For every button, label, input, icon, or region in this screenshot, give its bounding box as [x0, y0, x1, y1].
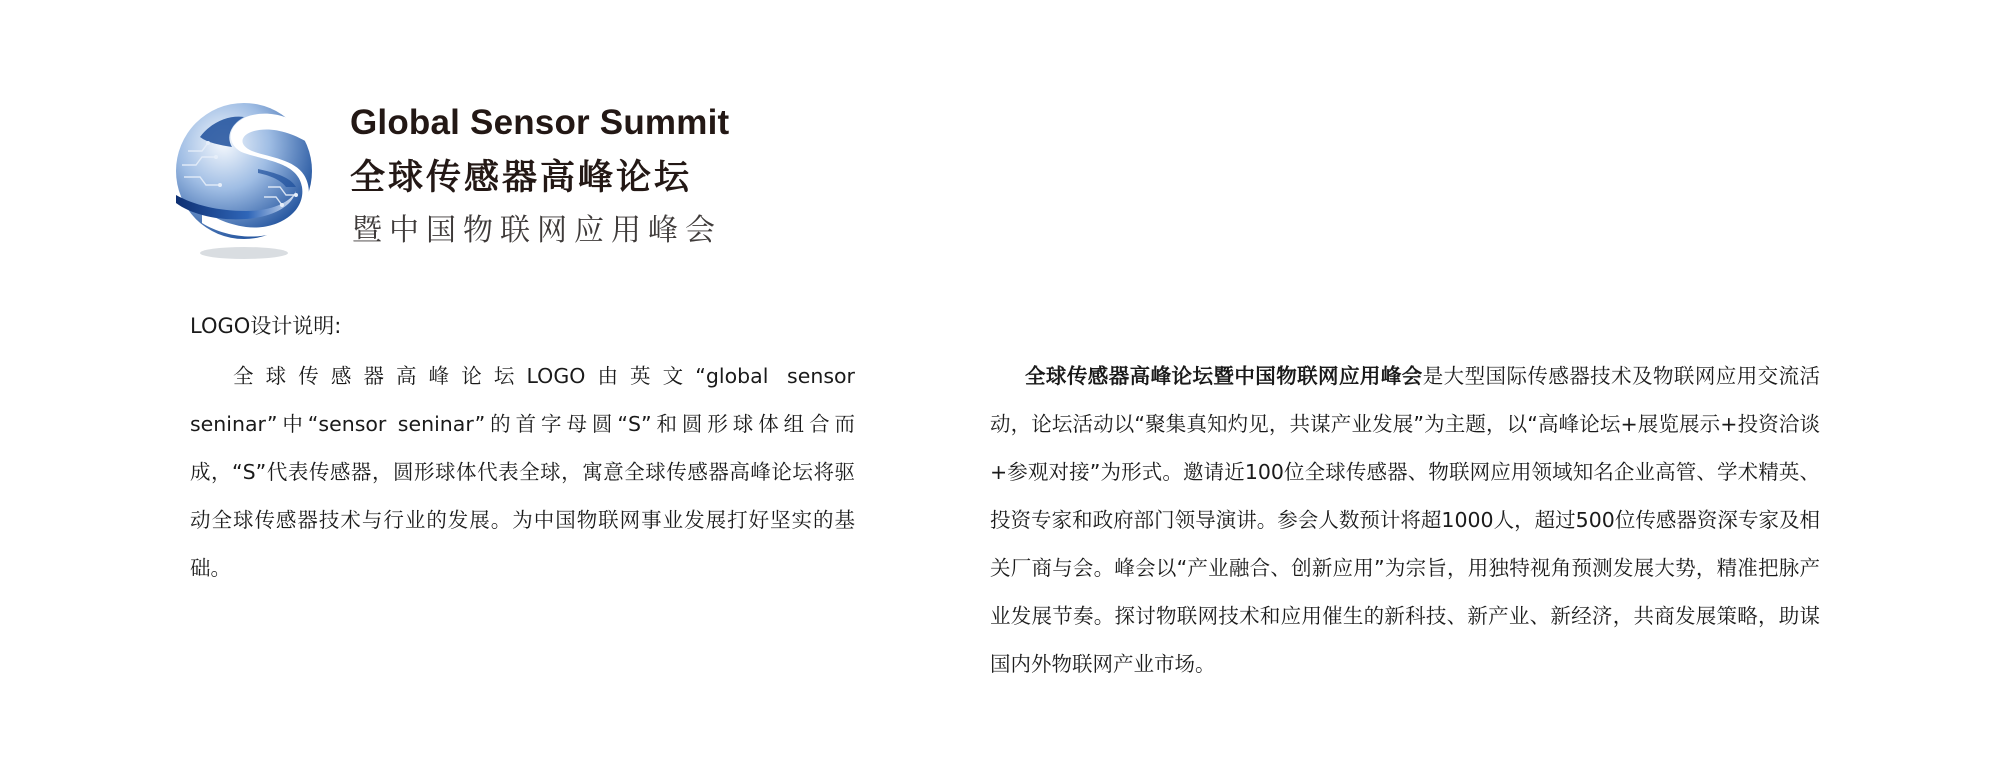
summit-intro-paragraph [990, 352, 1820, 688]
logo-title-english: Global Sensor Summit [350, 103, 730, 142]
logo-explanation-paragraph: 全球传感器高峰论坛LOGO由英文“global sensor seninar”中“sensor seninar”的首字母圆“S”和圆形球体组合而成，“S”代表传感器，圆形球体代表全球，寓意全球传感器高峰论坛将驱动全球传感器技术与行业的发展。为中国物联网事业发展打好坚实的基础。 [190, 364, 855, 580]
logo-subtitle-chinese: 暨中国物联网应用峰会 [352, 213, 722, 248]
logo-explanation-heading: LOGO设计说明: [190, 314, 342, 338]
logo-title-chinese: 全球传感器高峰论坛 [350, 158, 693, 198]
summit-intro-body: 是大型国际传感器技术及物联网应用交流活动，论坛活动以“聚集真知灼见，共谋产业发展”为主题，以“高峰论坛+展览展示+投资洽谈+参观对接”为形式。邀请近100位全球传感器、物联网应用领域知名企业高管、学术精英、投资专家和政府部门领导演讲。参会人数预计将超1000人，超过500位传感器资深专家及相关厂商与会。峰会以“产业融合、创新应用”为宗旨，用独特视角预测发展大势，精准把脉产业发展节奏。探讨物联网技术和应用催生的新科技、新产业、新经济，共商发展策略，助谋国内外物联网产业市场。 [990, 364, 1821, 676]
summit-name-bold: 全球传感器高峰论坛暨中国物联网应用峰会 [1025, 364, 1423, 388]
globe-s-icon [172, 95, 322, 265]
